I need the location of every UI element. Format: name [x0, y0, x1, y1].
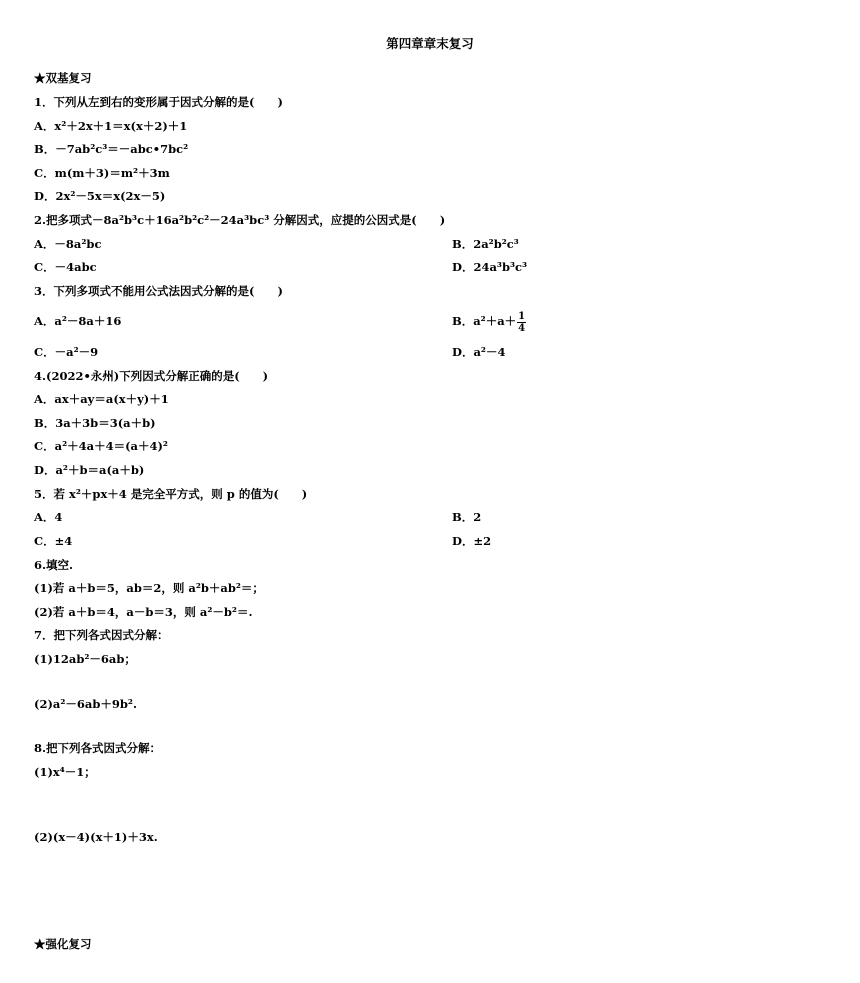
question-4-option-b: B．3a＋3b＝3(a＋b): [34, 416, 156, 430]
question-6-stem: 6.填空.: [34, 558, 74, 572]
question-2-option-b: B．2a²b²c³: [452, 237, 519, 251]
question-4-option-d: D．a²＋b＝a(a＋b): [34, 463, 145, 477]
question-7-stem: 7．把下列各式因式分解：: [34, 628, 169, 642]
question-1-option-a: A．x²＋2x＋1＝x(x＋2)＋1: [34, 119, 188, 133]
fraction-numerator: 1: [518, 310, 526, 322]
question-3-stem: 3．下列多项式不能用公式法因式分解的是( ): [34, 284, 283, 298]
question-8-part-2: (2)(x－4)(x＋1)＋3x.: [34, 830, 158, 844]
question-3-option-a: A．a²－8a＋16: [34, 314, 122, 328]
question-3-option-c: C．－a²－9: [34, 345, 99, 359]
question-4-option-a: A．ax＋ay＝a(x＋y)＋1: [34, 392, 169, 406]
question-6-part-2: (2)若 a＋b＝4，a－b＝3，则 a²－b²＝.: [34, 605, 253, 619]
question-4-option-c: C．a²＋4a＋4＝(a＋4)²: [34, 439, 168, 453]
fraction-one-quarter: [517, 311, 526, 334]
question-8-part-1: (1)x⁴－1；: [34, 765, 96, 779]
question-5-option-d: D．±2: [452, 534, 492, 548]
question-5-option-c: C．±4: [34, 534, 73, 548]
question-3-option-b-text: B．a²＋a＋: [452, 314, 517, 328]
section-heading-advanced: ★强化复习: [34, 937, 92, 951]
question-6-part-1: (1)若 a＋b＝5，ab＝2，则 a²b＋ab²＝；: [34, 581, 264, 595]
question-7-part-2: (2)a²－6ab＋9b².: [34, 697, 137, 711]
fraction-denominator: 4: [518, 322, 526, 334]
question-1-option-c: C．m(m＋3)＝m²＋3m: [34, 166, 170, 180]
question-5-stem: 5．若 x²＋px＋4 是完全平方式，则 p 的值为( ): [34, 487, 308, 501]
question-1-option-b: B．－7ab²c³＝－abc•7bc²: [34, 142, 189, 156]
question-3-option-b: [452, 306, 526, 336]
question-5-option-b: B．2: [452, 510, 482, 524]
question-1-option-d: D．2x²－5x＝x(2x－5): [34, 189, 166, 203]
question-1-stem: 1．下列从左到右的变形属于因式分解的是( ): [34, 95, 283, 109]
question-2-stem: 2.把多项式－8a²b³c＋16a²b²c²－24a³bc³ 分解因式，应提的公因式是( ): [34, 213, 446, 227]
question-2-option-c: C．－4abc: [34, 260, 97, 274]
question-5-option-a: A．4: [34, 510, 63, 524]
question-4-stem: 4.(2022•永州)下列因式分解正确的是( ): [34, 369, 269, 383]
section-heading-basic: ★双基复习: [34, 71, 92, 85]
question-7-part-1: (1)12ab²－6ab；: [34, 652, 136, 666]
question-2-option-d: D．24a³b³c³: [452, 260, 528, 274]
question-2-option-a: A．－8a²bc: [34, 237, 102, 251]
question-8-stem: 8.把下列各式因式分解：: [34, 741, 162, 755]
question-3-option-d: D．a²－4: [452, 345, 506, 359]
page-title: 第四章章末复习: [386, 36, 474, 51]
